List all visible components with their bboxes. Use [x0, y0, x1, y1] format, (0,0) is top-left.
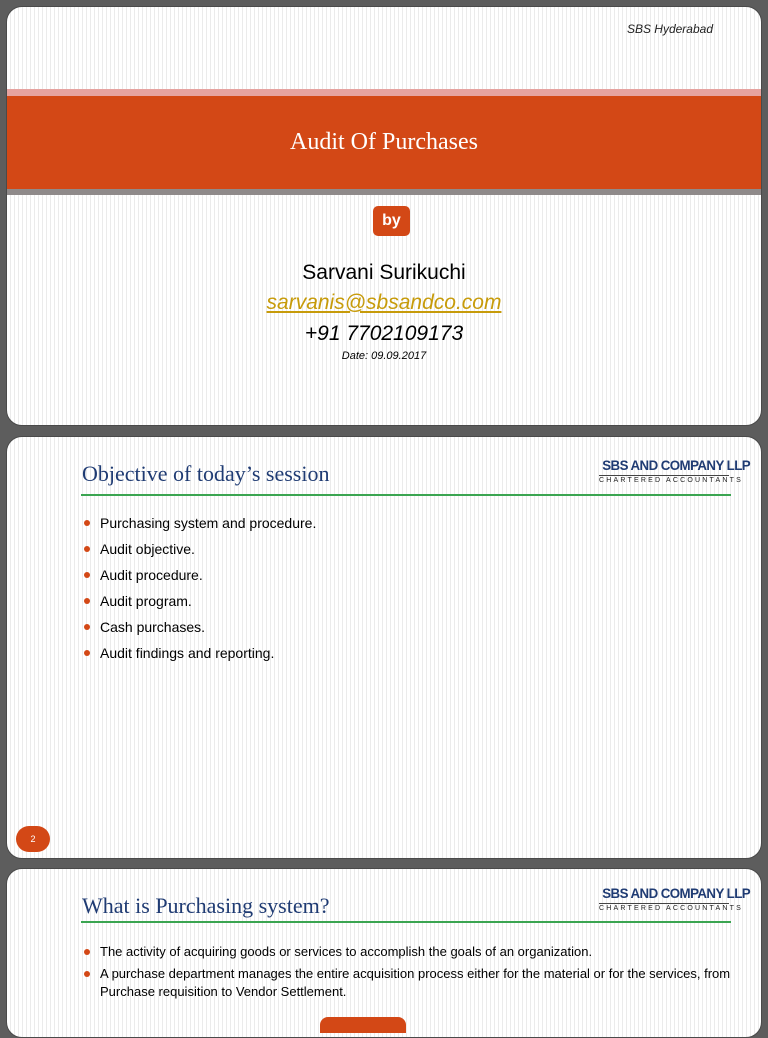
bullet-list — [84, 514, 316, 670]
author-phone: +91 7702109173 — [304, 322, 464, 345]
list-item: Audit findings and reporting. — [84, 644, 316, 662]
org-label: SBS Hyderabad — [626, 22, 713, 36]
bullet-dot-icon — [84, 546, 90, 552]
company-logo — [599, 885, 751, 912]
presentation-date: Date: 09.09.2017 — [341, 350, 427, 362]
list-item: Audit objective. — [84, 540, 316, 558]
title-band — [7, 96, 761, 189]
title-band-top-stripe — [7, 89, 761, 96]
list-item: A purchase department manages the entire acquisition process either for the material or for the services, from Purchase requisition to Vendor Settlement. — [84, 965, 734, 1001]
by-badge: by — [373, 206, 410, 236]
company-logo-name: SBS AND COMPANY LLP — [602, 885, 751, 901]
bullet-dot-icon — [84, 572, 90, 578]
purchasing-system-slide — [6, 868, 762, 1038]
title-divider — [81, 494, 731, 496]
presentation-title: Audit Of Purchases — [290, 129, 478, 155]
bullet-dot-icon — [84, 598, 90, 604]
bullet-list — [84, 943, 734, 1005]
slide-title: What is Purchasing system? — [82, 893, 330, 918]
slide-title: Objective of today’s session — [82, 461, 330, 486]
bullet-dot-icon — [84, 650, 90, 656]
bullet-dot-icon — [84, 971, 90, 977]
page-number-badge: 2 — [16, 826, 50, 852]
company-logo-name: SBS AND COMPANY LLP — [602, 457, 751, 473]
company-logo-tagline: CHARTERED ACCOUNTANTS — [599, 477, 743, 484]
bullet-dot-icon — [84, 520, 90, 526]
title-slide — [6, 6, 762, 426]
title-band-bottom-stripe — [7, 189, 761, 195]
company-logo — [599, 457, 751, 484]
section-badge — [320, 1017, 406, 1033]
title-divider — [81, 921, 731, 923]
list-item: Purchasing system and procedure. — [84, 514, 316, 532]
list-item: Audit procedure. — [84, 566, 316, 584]
list-item: Cash purchases. — [84, 618, 316, 636]
author-name: Sarvani Surikuchi — [302, 261, 466, 284]
company-logo-tagline: CHARTERED ACCOUNTANTS — [599, 905, 743, 912]
bullet-dot-icon — [84, 624, 90, 630]
bullet-dot-icon — [84, 949, 90, 955]
list-item: Audit program. — [84, 592, 316, 610]
list-item: The activity of acquiring goods or services to accomplish the goals of an organization. — [84, 943, 734, 961]
objective-slide — [6, 436, 762, 859]
author-email-link[interactable]: sarvanis@sbsandco.com — [266, 291, 502, 314]
